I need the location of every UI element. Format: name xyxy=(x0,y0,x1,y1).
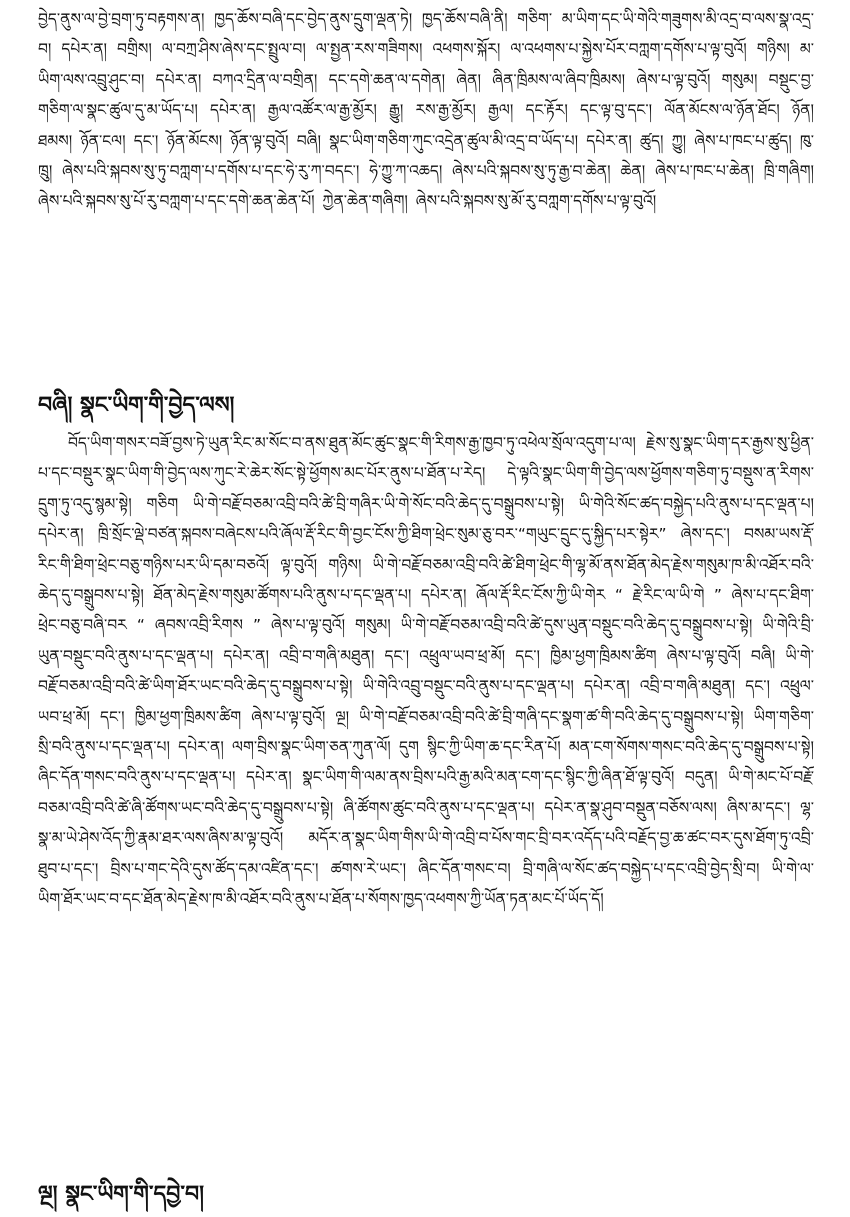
section-heading-types: ལྔ། སྣང་ཡིག་གི་དབྱེ་བ། xyxy=(38,1182,204,1207)
paragraph-intro: བྱེད་ནུས་ལ་བྱེ་བྲག་ཏུ་བརྟགས་ན། ཁྱད་ཆོས་བཞི་དང་བྱེད་ནུས་དྲུག་ལྡན་ཏེ། ཁྱད་ཆོས་བཞི་ནི། གཅིག་ མ་ཡིག་དང་ཡི་གེའི་གཟུགས་མི་འདྲ་བ་ལས་སྣ་འདྲ་བ། དཔེར་ན། བགྲིས། ལ་བཀྲ་ཤིས་ཞེས་དང་སྤྲུལ་བ། ལ་སྤྱན་རས་གཟིགས། འཕགས་སྐོར། ལ་འཕགས་པ་སྐྱེས་པོར་བཀླག་དགོས་པ་ལྟ་བུའོ། གཉིས། མ་ཡིག་ལས་འབྲུ་ཤུང་བ། དཔེར་ན། བཀའ་དྲིན་ལ་བགྲིན། དང་དགེ་ཆན་ལ་དགེན། ཞེན། ཞིན་ཁྲིམས་ལ་ཞིབ་ཁྲིམས། ཞེས་པ་ལྟ་བུའོ། གསུམ། བསྡུང་བྱ་གཅིག་ལ་སྣང་ཚུལ་དུ་མ་ཡོད་པ། དཔེར་ན། རྒྱལ་འཚོར་ལ་རྒྱ་མྱོར། རྒྱུ། རས་རྒྱ་མྱོར། རྒྱལ། དང་རྟོར། དང་ལྟ་བུ་དང་། ལོན་མོངས་ལ་ཉོན་ཐོང། ཉོན། ཐམས། ཉོན་ངལ། དང་། ཉོན་མོངས། ཉོན་ལྟ་བུའོ། བཞི། སྣང་ཡིག་གཅིག་ཀུང་འདྲེན་ཚུལ་མི་འདྲ་བ་ཡོད་པ། དཔེར་ན། ཚུད། ཀྱུ། ཞེས་པ་ཁང་པ་ཚུད། ཁུ་ཁྲུ། ཞེས་པའི་སྐབས་སུ་ཏུ་བཀླག་པ་དགོས་པ་དང་ཧེ་རུ་ཀ་བདང་། ཧེ་ཀྱུ་ཀ་འཆད། ཞེས་པའི་སྐབས་སུ་ཏུ་རྒྱ་བ་ཆེན། ཆེན། ཞེས་པ་ཁང་པ་ཆེན། ཁྲི་གཞིག། ཞེས་པའི་སྐབས་སུ་པོ་རུ་བཀླག་པ་དང་དགེ་ཆན་ཆེན་པོ། ཀྱེན་ཆེན་གཞིག། ཞེས་པའི་སྐབས་སུ་མོ་རུ་བཀླག་དགོས་པ་ལྟ་བུའོ། xyxy=(38,10,814,211)
paragraph-functions: བོད་ཡིག་གསར་བཟོ་བྱས་ཏེ་ཡུན་རིང་མ་སོང་བ་ནས་ཐུན་མོང་ཚུང་སྣང་གི་རིགས་རྒྱ་ཁྱབ་ཏུ་འཕེལ་སྲོལ་འདུག་པ་ལ། རྗེས་སུ་སྣང་ཡིག་དར་རྒྱས་སུ་ཕྱིན་པ་དང་བསྡུར་སྣང་ཡིག་གི་བྱེད་ལས་ཀུང་རེ་ཆེར་སོང་སྟེ་ཕྱོགས་མང་པོར་ནུས་པ་ཐོན་པ་རེད། དེ་ལྟའི་སྣང་ཡིག་གི་བྱེད་ལས་ཕྱོགས་གཅིག་ཏུ་བསྡུས་ན་རིགས་དྲུག་ཏུ་འདུ་སྙམ་སྟེ། གཅིག ཡི་གེ་བརྗོ་བཅམ་འབྲི་བའི་ཚེ་བྲི་གཞིར་ཡི་གེ་སོང་བའི་ཆེད་དུ་བསྒྲུབས་པ་སྟེ། ཡི་གེའི་སོང་ཚད་བསྐྱེད་པའི་ནུས་པ་དང་ལྡན་པ། དཔེར་ན། ཁྲི་སྲོང་ལྡེ་བཙན་སྐབས་བཞེངས་པའི་ཞོལ་རྡོ་རིང་གི་བྱང་ངོས་ཀྱི་ཐིག་ཕྲེང་སུམ་ཅུ་བར་“གཡུང་དྲུང་དུ་སྐྱིད་པར་སྟེར” ཞེས་དང་། བསམ་ཡས་རྡོ་རིང་གི་ཐིག་ཕྲེང་བཅུ་གཉིས་པར་ཡི་དམ་བཅའོ། ལྟ་བུའོ། གཉིས། ཡི་གེ་བརྗོ་བཅམ་འབྲི་བའི་ཚེ་ཐིག་ཕྲེང་གི་ལྷ་མོ་ནས་ཐོན་མེད་རྗེས་གསུམ་ཁ་མི་འཐོར་བའི་ཆེད་དུ་བསྒྲུབས་པ་སྟེ། ཐོན་མེད་རྗེས་གསུམ་ཚོགས་པའི་ནུས་པ་དང་ལྡན་པ། དཔེར་ན། ཞོལ་རྡོ་རིང་ངོས་ཀྱི་ཡི་གེར “ རྗེ་རིང་ལ་ཡི་གེ ” ཞེས་པ་དང་ཐིག་ཕྲེང་བཅུ་བཞི་བར “ ཞབས་འབྲི་རིགས ” ཞེས་པ་ལྟ་བུའོ། གསུམ། ཡི་གེ་བརྗོ་བཅམ་འབྲི་བའི་ཚེ་དུས་ཡུན་བསྡུང་བའི་ཆེད་དུ་བསྒྲུབས་པ་སྟེ། ཡི་གེའི་བྲི་ཡུན་བསྡུང་བའི་ནུས་པ་དང་ལྡན་པ། དཔེར་ན། འབྲི་བ་གཞི་མཐུན། དང་། འཕྲུལ་ཡབ་ཕྲ་མོ། དང་། ཁྱིམ་ཕྱག་ཁྲིམས་ཚིག ཞེས་པ་ལྟ་བུའོ། བཞི། ཡི་གེ་བརྗོ་བཅམ་འབྲི་བའི་ཚེ་ཡིག་ཐོར་ཡང་བའི་ཆེད་དུ་བསྒྲུབས་པ་སྟེ། ཡི་གེའི་འབྲུ་བསྡུང་བའི་ནུས་པ་དང་ལྡན་པ། དཔེར་ན། འབྲི་བ་གཞི་མཐུན། དང་། འཕྲུལ་ཡབ་ཕྲ་མོ། དང་། ཁྱིམ་ཕྱག་ཁྲིམས་ཚིག ཞེས་པ་ལྟ་བུའོ། ལྔ། ཡི་གེ་བརྗོ་བཅམ་འབྲི་བའི་ཚེ་བྲི་གཞི་དང་སྣག་ཚ་གི་བའི་ཆེད་དུ་བསྒྲུབས་པ་སྟེ། ཡིག་གཅིག་སྲི་བའི་ནུས་པ་དང་ལྡན་པ། དཔེར་ན། ལག་བྲིས་སྣང་ཡིག་ཅན་ཀུན་ལོ། དུག སྙིང་ཀྱི་ཡིག་ཆ་དང་རིན་པོ། མན་ངག་སོགས་གསང་བའི་ཆེད་དུ་བསྒྲུབས་པ་སྟེ། ཞིང་དོན་གསང་བའི་ནུས་པ་དང་ལྡན་པ། དཔེར་ན། སྣང་ཡིག་གི་ལམ་ནས་བྲིས་པའི་རྒྱ་མའི་མན་ངག་དང་སྙིང་ཀྱི་ཞིན་ཐོ་ལྟ་བུའོ། བདུན། ཡི་གེ་མང་པོ་བརྗོ་བཅམ་འབྲི་བའི་ཚེ་ཞི་ཚོགས་ཡང་བའི་ཆེད་དུ་བསྒྲུབས་པ་སྟེ། ཞི་ཚོགས་ཚུང་བའི་ནུས་པ་དང་ལྡན་པ། དཔེར་ན་སྣ་ཤུབ་བསྡུན་བཅོས་ལས། ཞིས་མ་དང་། ལྷ་སྣ་མ་ཡེ་ཤེས་འོད་ཀྱི་རྣམ་ཐར་ལས་ཞིས་མ་ལྟ་བུའོ། མདོར་ན་སྣང་ཡིག་གིས་ཡི་གེ་འབྲི་བ་པོས་གང་བྲི་བར་འདོད་པའི་བརྗོད་བྱ་ཆ་ཚང་བར་དུས་ཐོག་ཏུ་འབྲི་ཐུབ་པ་དང་། བྲིས་པ་གང་དེའི་དུས་ཚོད་དམ་འཛིན་དང་། ཚགས་རེ་ཡང་། ཞིང་དོན་གསང་བ། བྲི་གཞི་ལ་སོང་ཚད་བསྐྱེད་པ་དང་འབྲི་བྱེད་སྲི་བ། ཡི་གེ་ལ་ཡིག་ཐོར་ཡང་བ་དང་ཐོན་མེད་རྗེས་ཁ་མི་འཐོར་བའི་ནུས་པ་ཐོན་པ་སོགས་ཁྱད་འཕགས་ཀྱི་ཡོན་ཏན་མང་པོ་ཡོད་དོ། xyxy=(38,434,814,909)
section-heading-functions: བཞི། སྣང་ཡིག་གི་བྱེད་ལས། xyxy=(38,393,235,418)
